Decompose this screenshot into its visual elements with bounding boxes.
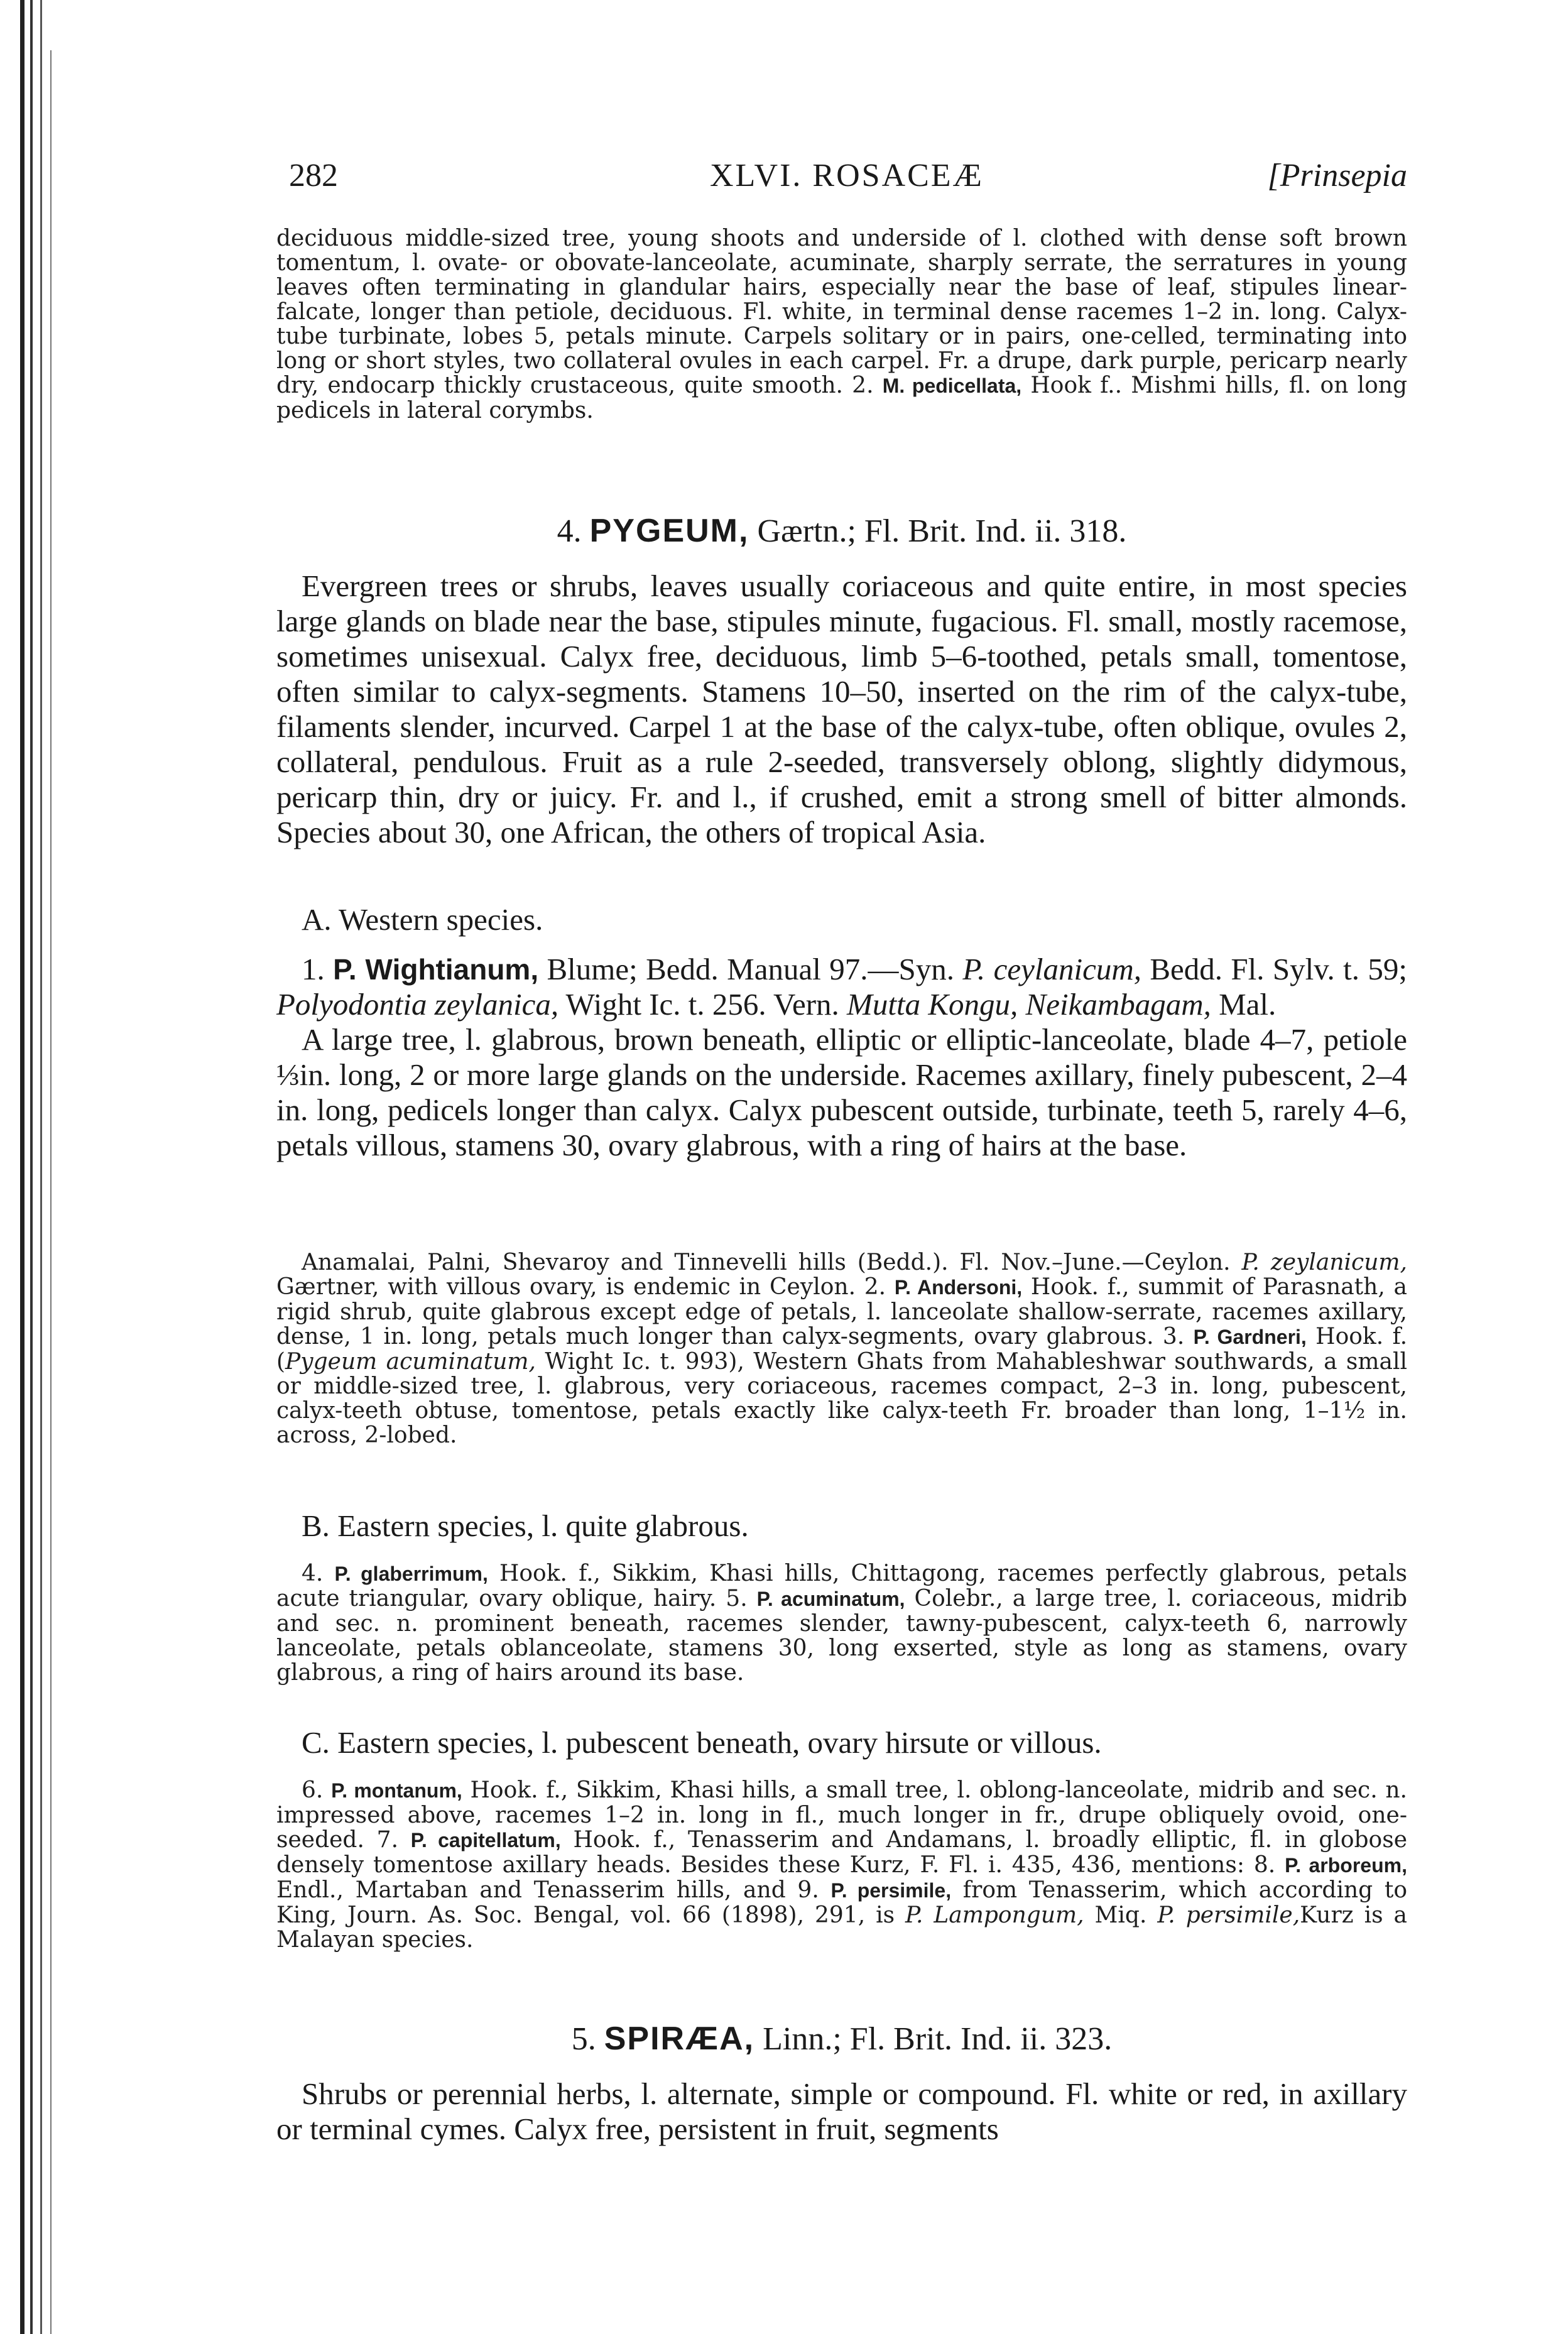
heading-number: 5. bbox=[571, 2021, 596, 2057]
genus-heading-pygeum bbox=[276, 512, 1407, 550]
synonym-name: Polyodontia zeylanica, bbox=[276, 987, 559, 1022]
genus-name: PYGEUM, bbox=[589, 513, 749, 549]
species-number: 6. bbox=[302, 1777, 324, 1803]
species-name: P. Gardneri, bbox=[1193, 1326, 1307, 1348]
family-title: XLVI. ROSACEÆ bbox=[710, 158, 984, 194]
synonym-name: P. persimile, bbox=[1157, 1902, 1300, 1928]
section-b-heading: B. Eastern species, l. quite glabrous. bbox=[302, 1508, 749, 1543]
synonym-text: Mal. bbox=[1219, 987, 1277, 1022]
binding-edge bbox=[20, 0, 24, 2334]
synonym-text: Blume; Bedd. Manual 97.—Syn. bbox=[547, 952, 954, 986]
section-a-heading: A. Western species. bbox=[302, 902, 543, 937]
vernacular-name: Mutta Kongu, Neikambagam, bbox=[847, 987, 1211, 1022]
genus-description-text: Shrubs or perennial herbs, l. alternate, simple or compound. Fl. white or red, in axillary or terminal cymes. Calyx free, persistent in fruit, segments bbox=[276, 2076, 1407, 2146]
genus-authority: Gærtn.; Fl. Brit. Ind. ii. 318. bbox=[757, 513, 1127, 549]
species-name: M. pedicellata, bbox=[882, 374, 1022, 397]
species-name: P. glaberrimum, bbox=[334, 1562, 488, 1585]
species-description: A large tree, l. glabrous, brown beneath, elliptic or elliptic-lanceolate, blade 4–7, petiole ⅓in. long, 2 or more large glands on the underside. Racemes axillary, finely pubescent, 2–4 in. long, pedicels longer than calyx. Calyx pubescent outside, turbinate, teeth 5, rarely 4–6, petals villous, stamens 30, ovary glabrous, with a ring of hairs at the base. bbox=[276, 1022, 1407, 1162]
species-number: 4. bbox=[302, 1561, 324, 1586]
species-text: Wight Ic. t. 993), Western Ghats from Mahableshwar southwards, a small or middle-sized tree, l. glabrous, very coriaceous, racemes compact, 2–3 in. long, pubescent, calyx-teeth obtuse, tomentose, petals exactly like calyx-teeth Fr. broader than long, 1–1½ in. across, 2-lobed. bbox=[276, 1349, 1407, 1448]
species-text: Hook. f., Sikkim, Khasi hills, Chittagong, racemes perfectly glabrous, petals acute triangular, ovary oblique, hairy. 5. bbox=[276, 1561, 1407, 1611]
synonym-name: Pygeum acuminatum, bbox=[285, 1349, 536, 1375]
species-name: P. persimile, bbox=[830, 1879, 952, 1902]
binding-edge bbox=[30, 0, 33, 2334]
genus-description-spiraea bbox=[276, 2076, 1407, 2147]
species-text: Hook. f. ( bbox=[276, 1324, 1408, 1375]
species-text: Miq. bbox=[1094, 1902, 1147, 1928]
prinsepia-text: deciduous middle-sized tree, young shoots and underside of l. clothed with dense soft brown tomentum, l. ovate- or obovate-lanceolate, acuminate, sharply serrate, the serratures in young leaves often terminating in glandular hairs, especially near the base of leaf, stipules linear-falcate, longer than petiole, deciduous. Fl. white, in terminal dense racemes 1–2 in. long. Calyx-tube turbinate, lobes 5, petals minute. Carpels solitary or in pairs, one-celled, terminating into long or short styles, two collateral ovules in each carpel. Fr. a drupe, dark purple, pericarp nearly dry, endocarp thickly crustaceous, quite smooth. 2. bbox=[276, 226, 1407, 398]
synonym-name: P. ceylanicum, bbox=[962, 952, 1141, 986]
genus-description-text: Evergreen trees or shrubs, leaves usually coriaceous and quite entire, in most species large glands on blade near the base, stipules minute, fugacious. Fl. small, mostly racemose, sometimes unisexual. Calyx free, deciduous, limb 5–6-toothed, petals small, tomentose, often similar to calyx-segments. Stamens 10–50, inserted on the rim of the calyx-tube, filaments slender, incurved. Carpel 1 at the base of the calyx-tube, often oblique, ovules 2, collateral, pendulous. Fruit as a rule 2-seeded, transversely oblong, slightly didymous, pericarp thin, dry or juicy. Fr. and l., if crushed, emit a strong smell of bitter almonds. Species about 30, one African, the others of tropical Asia. bbox=[276, 569, 1407, 849]
species-text: Hook. f., summit of Parasnath, a rigid shrub, quite glabrous except edge of petals, l. lanceolate shallow-serrate, racemes axillary, dense, 1 in. long, petals much longer than calyx-segments, ovary glabrous. 3. bbox=[276, 1274, 1407, 1350]
species-notes-b bbox=[276, 1561, 1407, 1685]
species-name: P. Wightianum, bbox=[333, 953, 539, 986]
synonym-name: P. Lampongum, bbox=[905, 1902, 1084, 1928]
species-notes-c bbox=[276, 1778, 1407, 1952]
genus-heading-spiraea bbox=[276, 2020, 1407, 2058]
species-name: P. arboreum, bbox=[1285, 1854, 1407, 1877]
species-text: Hook f.. Mishmi hills, fl. on long pedicels in lateral corymbs. bbox=[276, 373, 1407, 423]
section-c-heading: C. Eastern species, l. pubescent beneath, ovary hirsute or villous. bbox=[302, 1725, 1102, 1760]
species-text: Colebr., a large tree, l. coriaceous, midrib and sec. n. prominent beneath, racemes slender, tawny-pubescent, calyx-teeth 6, narrowly lanceolate, petals oblanceolate, stamens 30, long exserted, style as long as stamens, ovary glabrous, a ring of hairs around its base. bbox=[276, 1586, 1408, 1686]
species-name: P. acuminatum, bbox=[756, 1588, 905, 1610]
binding-edge bbox=[40, 0, 42, 2334]
species-text: Kurz is a Malayan species. bbox=[276, 1902, 1407, 1953]
genus-authority: Linn.; Fl. Brit. Ind. ii. 323. bbox=[763, 2021, 1113, 2057]
species-text: Hook. f., Tenasserim and Andamans, l. broadly elliptic, fl. in globose densely tomentose axillary heads. Besides these Kurz, F. Fl. i. 435, 436, mentions: 8. bbox=[276, 1827, 1407, 1878]
page-number: 282 bbox=[289, 158, 338, 194]
genus-description bbox=[276, 569, 1407, 850]
notes-text: Anamalai, Palni, Shevaroy and Tinnevelli hills (Bedd.). Fl. Nov.–June.—Ceylon. bbox=[302, 1250, 1231, 1275]
species-name: P. capitellatum, bbox=[410, 1829, 561, 1851]
running-title: [Prinsepia bbox=[1267, 158, 1407, 194]
species-text: from Tenasserim, which according to King, Journ. As. Soc. Bengal, vol. 66 (1898), 291, is bbox=[276, 1877, 1408, 1928]
species-entry-1 bbox=[276, 952, 1407, 1163]
species-name: P. Andersoni, bbox=[894, 1276, 1023, 1299]
running-header bbox=[276, 157, 1407, 201]
species-text: Hook. f., Sikkim, Khasi hills, a small tree, l. oblong-lanceolate, midrib and sec. n. impressed above, racemes 1–2 in. long in fl., much longer in fr., drupe obliquely ovoid, one-seeded. 7. bbox=[276, 1777, 1407, 1853]
synonym-text: Wight Ic. t. 256. Vern. bbox=[565, 987, 839, 1022]
notes-text: Gærtner, with villous ovary, is endemic in Ceylon. 2. bbox=[276, 1274, 886, 1300]
heading-number: 4. bbox=[557, 513, 582, 549]
species-number: 1. bbox=[302, 952, 325, 986]
binding-edge bbox=[50, 50, 52, 2334]
synonym-name: P. zeylanicum, bbox=[1241, 1250, 1407, 1275]
prinsepia-continuation bbox=[276, 226, 1407, 423]
species-text: Endl., Martaban and Tenasserim hills, and 9. bbox=[276, 1877, 819, 1903]
genus-name: SPIRÆA, bbox=[604, 2020, 755, 2057]
species-name: P. montanum, bbox=[331, 1779, 462, 1802]
species-notes bbox=[276, 1250, 1407, 1448]
synonym-text: Bedd. Fl. Sylv. t. 59; bbox=[1150, 952, 1408, 986]
